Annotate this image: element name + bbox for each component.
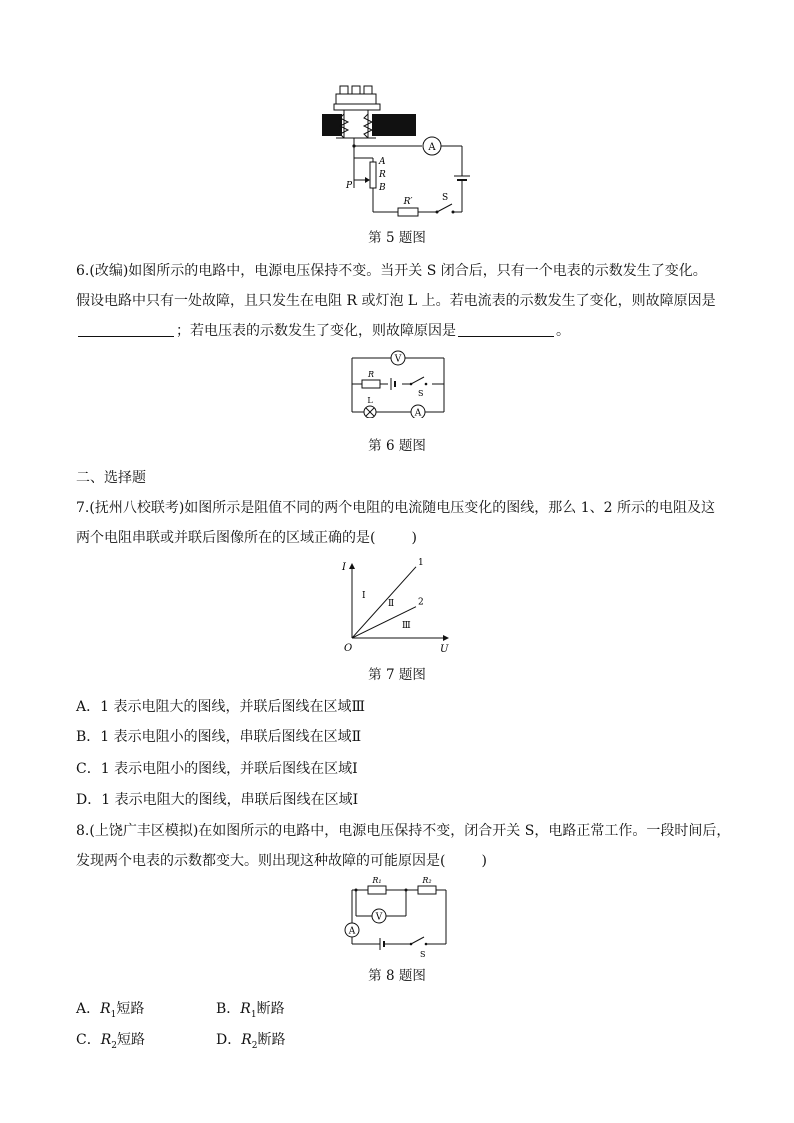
fig7-origin: O xyxy=(344,643,353,654)
fig5-label-b: B xyxy=(379,183,386,193)
fig5-ammeter-label: A xyxy=(428,142,436,153)
fig6-label-r: R xyxy=(367,370,375,379)
q7-line-2: 两个电阻串联或并联后图像所在的区域正确的是( ) xyxy=(76,530,417,546)
fig5-label-r-prime: R′ xyxy=(403,197,413,207)
q8-option-a[interactable]: A．$R_1$短路 xyxy=(76,1001,145,1020)
fig6-ammeter-label: A xyxy=(414,408,422,418)
fig7-series-1-label: 1 xyxy=(418,558,424,568)
figure-5-caption: 第 5 题图 xyxy=(368,230,426,246)
fig5-label-a: A xyxy=(379,157,386,167)
fig8-label-r2: R₂ xyxy=(422,876,432,885)
fig5-label-p: P xyxy=(346,181,353,191)
q6-number: 6. xyxy=(76,263,90,279)
fig8-label-r1: R₁ xyxy=(372,876,382,885)
figure-6-caption: 第 6 题图 xyxy=(368,438,426,454)
q7-option-a[interactable]: A．1 表示电阻大的图线，并联后图线在区域Ⅲ xyxy=(76,699,365,715)
fig5-label-s: S xyxy=(442,193,449,203)
q8-line-1: 8.(上饶广丰区模拟)在如图所示的电路中，电源电压保持不变，闭合开关 S，电路正常工作。一段时间后， xyxy=(76,823,731,839)
figure-7-chart xyxy=(340,558,460,658)
figure-8-caption: 第 8 题图 xyxy=(368,968,426,984)
fig7-series-2-label: 2 xyxy=(418,597,424,608)
fig6-label-lamp: L xyxy=(367,396,373,405)
fig7-region-2: Ⅱ xyxy=(388,599,395,609)
figure-8-circuit xyxy=(340,874,452,960)
q6-answer-blank-1[interactable] xyxy=(78,322,174,337)
q6-line-2: 假设电路中只有一处故障，且只发生在电阻 R 或灯泡 L 上。若电流表的示数发生了变化，则故障原因是 xyxy=(76,293,716,309)
fig8-ammeter-label: A xyxy=(348,926,356,937)
fig8-label-s: S xyxy=(420,950,426,959)
fig7-xlabel: U xyxy=(440,644,449,655)
fig7-region-3: Ⅲ xyxy=(402,621,411,631)
fig7-region-1: Ⅰ xyxy=(362,591,366,601)
q7-line-1: 7.(抚州八校联考)如图所示是阻值不同的两个电阻的电流随电压变化的图线，那么 1、2 所示的电阻及这 xyxy=(76,500,715,516)
fig7-ylabel: I xyxy=(342,562,346,573)
q7-option-b[interactable]: B．1 表示电阻小的图线，串联后图线在区域Ⅱ xyxy=(76,729,362,745)
q8-option-d[interactable]: D．$R_2$断路 xyxy=(216,1032,286,1051)
q7-option-c[interactable]: C．1 表示电阻小的图线，并联后图线在区域Ⅰ xyxy=(76,761,358,777)
q8-number: 8. xyxy=(76,823,90,839)
q7-number: 7. xyxy=(76,500,90,516)
fig5-label-r: R xyxy=(379,170,386,180)
q6-answer-blank-2[interactable] xyxy=(458,322,554,337)
q6-line-1: 6.(改编)如图所示的电路中，电源电压保持不变。当开关 S 闭合后，只有一个电表的示数发生了变化。 xyxy=(76,263,707,279)
fig6-label-s: S xyxy=(418,389,424,398)
q8-option-b[interactable]: B．$R_1$断路 xyxy=(216,1001,285,1020)
q7-option-d[interactable]: D．1 表示电阻大的图线，串联后图线在区域Ⅰ xyxy=(76,792,359,808)
q8-option-c[interactable]: C．$R_2$短路 xyxy=(76,1032,145,1051)
q6-line-3: ；若电压表的示数发生了变化，则故障原因是 。 xyxy=(76,321,570,341)
figure-6-circuit xyxy=(348,350,448,418)
fig6-voltmeter-label: V xyxy=(394,354,402,365)
figure-5-circuit xyxy=(316,80,476,220)
q8-line-2: 发现两个电表的示数都变大。则出现这种故障的可能原因是( ) xyxy=(76,853,487,869)
figure-7-caption: 第 7 题图 xyxy=(368,667,426,683)
fig8-voltmeter-label: V xyxy=(375,912,383,923)
section-2-title: 二、选择题 xyxy=(76,470,146,486)
